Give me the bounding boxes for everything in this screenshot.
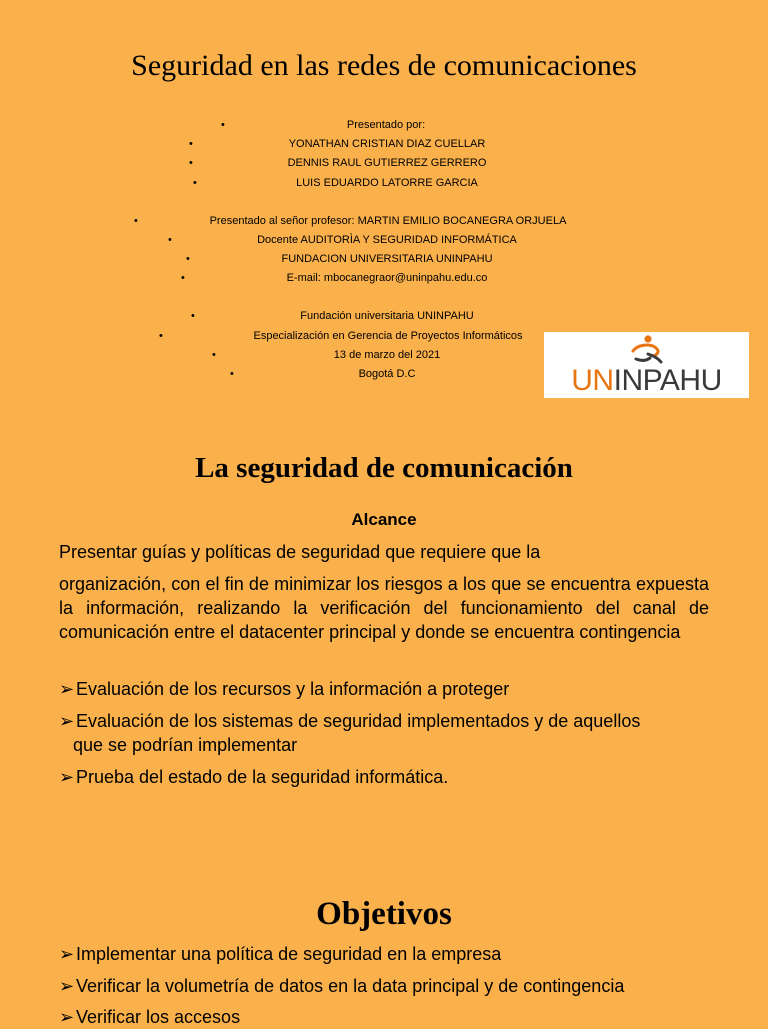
runner-logo-icon — [628, 334, 666, 366]
list-item — [59, 677, 509, 701]
cover-text: Fundación universitaria UNINPAHU — [300, 310, 474, 322]
list-item-continuation: que se podrían implementar — [73, 735, 298, 755]
cover-text: 13 de marzo del 2021 — [333, 349, 441, 361]
cover-text: Docente AUDITORÌA Y SEGURIDAD INFORMÁTICA — [257, 234, 517, 246]
section-subheading-scope: Alcance — [351, 510, 417, 529]
cover-text: FUNDACION UNIVERSITARIA UNINPAHU — [281, 253, 493, 265]
cover-text: Presentado por: — [346, 119, 426, 131]
list-item — [59, 1005, 240, 1029]
bullet-dot: • — [189, 157, 193, 169]
cover-text: Presentado al señor profesor: MARTIN EMILIO BOCANEGRA ORJUELA — [209, 215, 567, 227]
arrow-bullet-icon: ➢ — [59, 976, 75, 996]
list-item-text: Implementar una política de seguridad en la empresa — [76, 944, 502, 964]
cover-line-author-3 — [0, 175, 768, 191]
bullet-dot: • — [181, 272, 185, 284]
bullet-dot: • — [212, 349, 216, 361]
list-item-text: Verificar los accesos — [76, 1007, 241, 1027]
section-heading-security: La seguridad de comunicación — [195, 452, 573, 484]
uninpahu-logo — [544, 332, 749, 398]
list-item-text: Evaluación de los sistemas de seguridad implementados y de aquellos — [76, 711, 641, 731]
section-heading-objectives: Objetivos — [316, 896, 452, 932]
bullet-dot: • — [134, 215, 138, 227]
bullet-dot: • — [186, 253, 190, 265]
arrow-bullet-icon: ➢ — [59, 1007, 75, 1027]
cover-text: DENNIS RAUL GUTIERREZ GERRERO — [287, 157, 487, 169]
cover-line-presented-by — [0, 117, 768, 133]
list-item-text: Evaluación de los recursos y la información a proteger — [76, 679, 510, 699]
bullet-dot: • — [221, 119, 225, 131]
cover-line-course — [0, 232, 768, 248]
cover-line-email — [0, 270, 768, 286]
bullet-dot: • — [189, 138, 193, 150]
list-item-text: Prueba del estado de la seguridad informática. — [76, 767, 449, 787]
cover-line-university — [0, 308, 768, 324]
bullet-dot: • — [191, 310, 195, 322]
list-item-text: Verificar la volumetría de datos en la data principal y de contingencia — [76, 976, 625, 996]
list-item — [59, 942, 501, 966]
list-item — [59, 709, 640, 757]
bullet-dot: • — [168, 234, 172, 246]
arrow-bullet-icon: ➢ — [59, 711, 75, 731]
arrow-bullet-icon: ➢ — [59, 944, 75, 964]
cover-text: LUIS EDUARDO LATORRE GARCIA — [296, 177, 478, 189]
bullet-dot: • — [159, 330, 163, 342]
bullet-dot: • — [193, 177, 197, 189]
cover-text: E-mail: mbocanegraor@uninpahu.edu.co — [286, 272, 488, 284]
scope-paragraph: organización, con el fin de minimizar los riesgos a los que se encuentra expuesta la información, realizando la verificación del funcionamiento del canal de comunicación entre el datacenter principal y donde se encuentra contingencia — [59, 574, 709, 642]
cover-text: Bogotá D.C — [358, 368, 416, 380]
logo-wordmark: UNINPAHU — [571, 364, 722, 397]
cover-line-foundation — [0, 251, 768, 267]
cover-line-author-1 — [0, 136, 768, 152]
cover-line-professor — [0, 213, 768, 229]
cover-line-author-2 — [0, 155, 768, 171]
cover-text: YONATHAN CRISTIAN DIAZ CUELLAR — [288, 138, 486, 150]
arrow-bullet-icon: ➢ — [59, 679, 75, 699]
cover-text: Especialización en Gerencia de Proyectos Informáticos — [253, 330, 523, 342]
list-item — [59, 974, 624, 998]
arrow-bullet-icon: ➢ — [59, 767, 75, 787]
page-title: Seguridad en las redes de comunicaciones — [131, 49, 637, 82]
bullet-dot: • — [230, 368, 234, 380]
list-item — [59, 765, 448, 789]
intro-line: Presentar guías y políticas de seguridad que requiere que la — [59, 542, 541, 562]
